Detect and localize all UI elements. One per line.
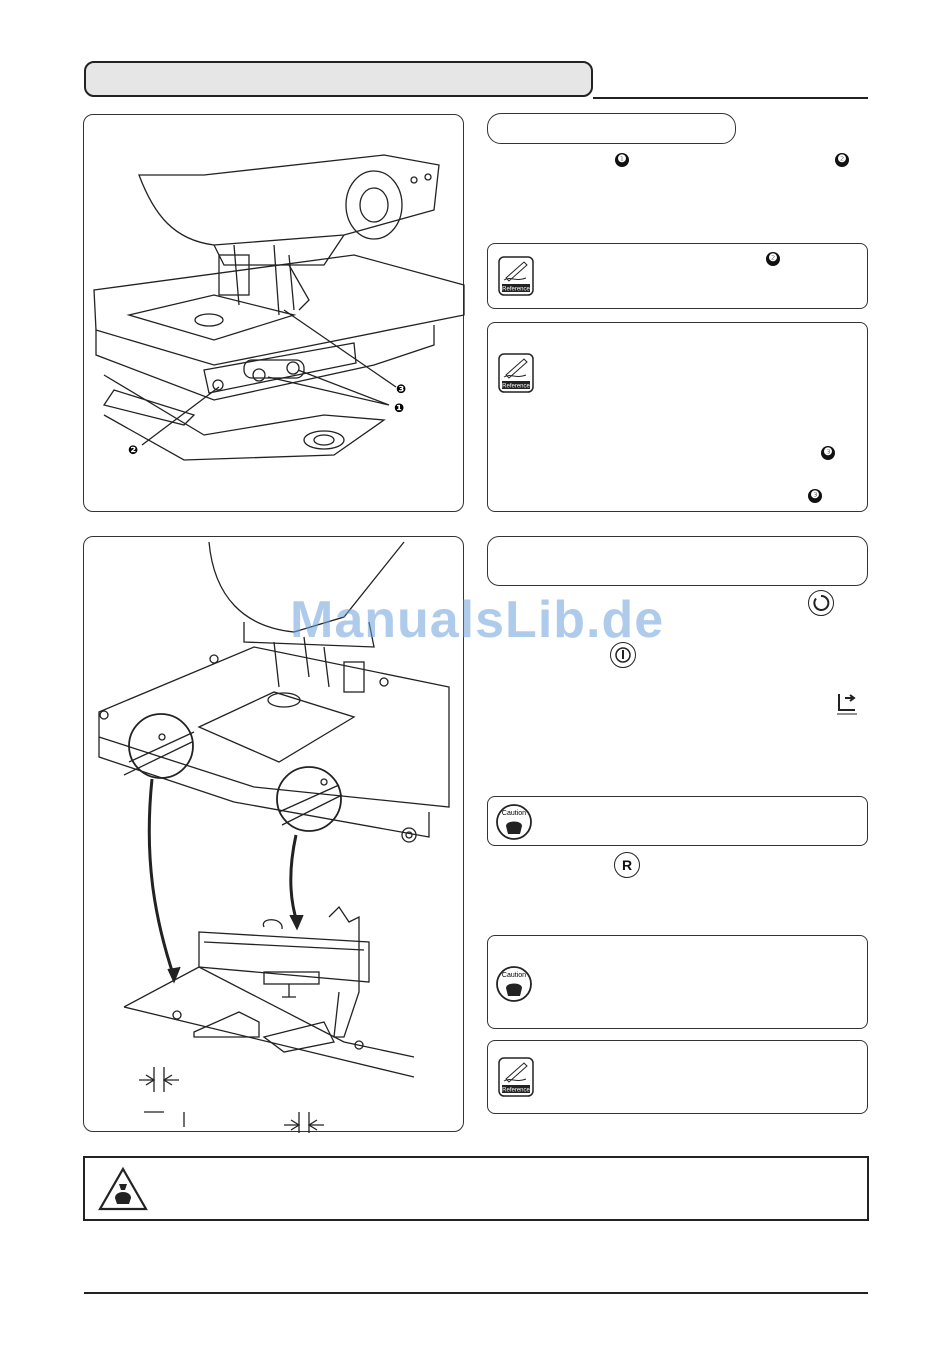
svg-text:Reference: Reference — [502, 1087, 530, 1094]
svg-text:Caution: Caution — [501, 810, 527, 817]
caution-icon — [496, 964, 532, 1004]
marker-2: ❷ — [835, 153, 849, 167]
sewing-machine-illustration-top — [84, 115, 465, 513]
reference-icon — [498, 353, 534, 393]
ready-circle-icon — [808, 590, 834, 616]
origin-return-icon — [833, 690, 861, 718]
marker-1: ❶ — [615, 153, 629, 167]
reset-key-icon — [614, 852, 640, 878]
section-title-bar — [84, 61, 593, 97]
callout-3-top: ❸ — [396, 382, 407, 396]
svg-text:Reference: Reference — [502, 286, 530, 293]
ref2-marker-3b: ❸ — [808, 489, 822, 503]
svg-text:Caution: Caution — [501, 972, 527, 979]
caution-box-2 — [487, 935, 868, 1029]
ref1-marker-2: ❷ — [766, 252, 780, 266]
reference-icon — [498, 256, 534, 296]
figure-panel-top — [83, 114, 464, 512]
reference-icon — [498, 1057, 534, 1097]
callout-2-top: ❷ — [128, 443, 139, 457]
section-title-rule — [593, 97, 868, 99]
watermark: ManualsLib.de — [290, 591, 665, 649]
warning-frame — [83, 1156, 869, 1221]
reference-box-3 — [487, 1040, 868, 1114]
subheading-pill-top — [487, 113, 736, 144]
hand-crush-warning-icon — [97, 1166, 149, 1217]
reference-box-1 — [487, 243, 868, 309]
footer-rule — [84, 1292, 868, 1294]
reference-box-2 — [487, 322, 868, 512]
caution-box-1 — [487, 796, 868, 846]
subheading-box-bottom — [487, 536, 868, 586]
ref2-marker-3a: ❸ — [821, 446, 835, 460]
reset-key-label: R — [621, 857, 633, 873]
callout-1-top: ❶ — [394, 401, 405, 415]
svg-text:Reference: Reference — [502, 383, 530, 390]
caution-icon — [496, 802, 532, 842]
